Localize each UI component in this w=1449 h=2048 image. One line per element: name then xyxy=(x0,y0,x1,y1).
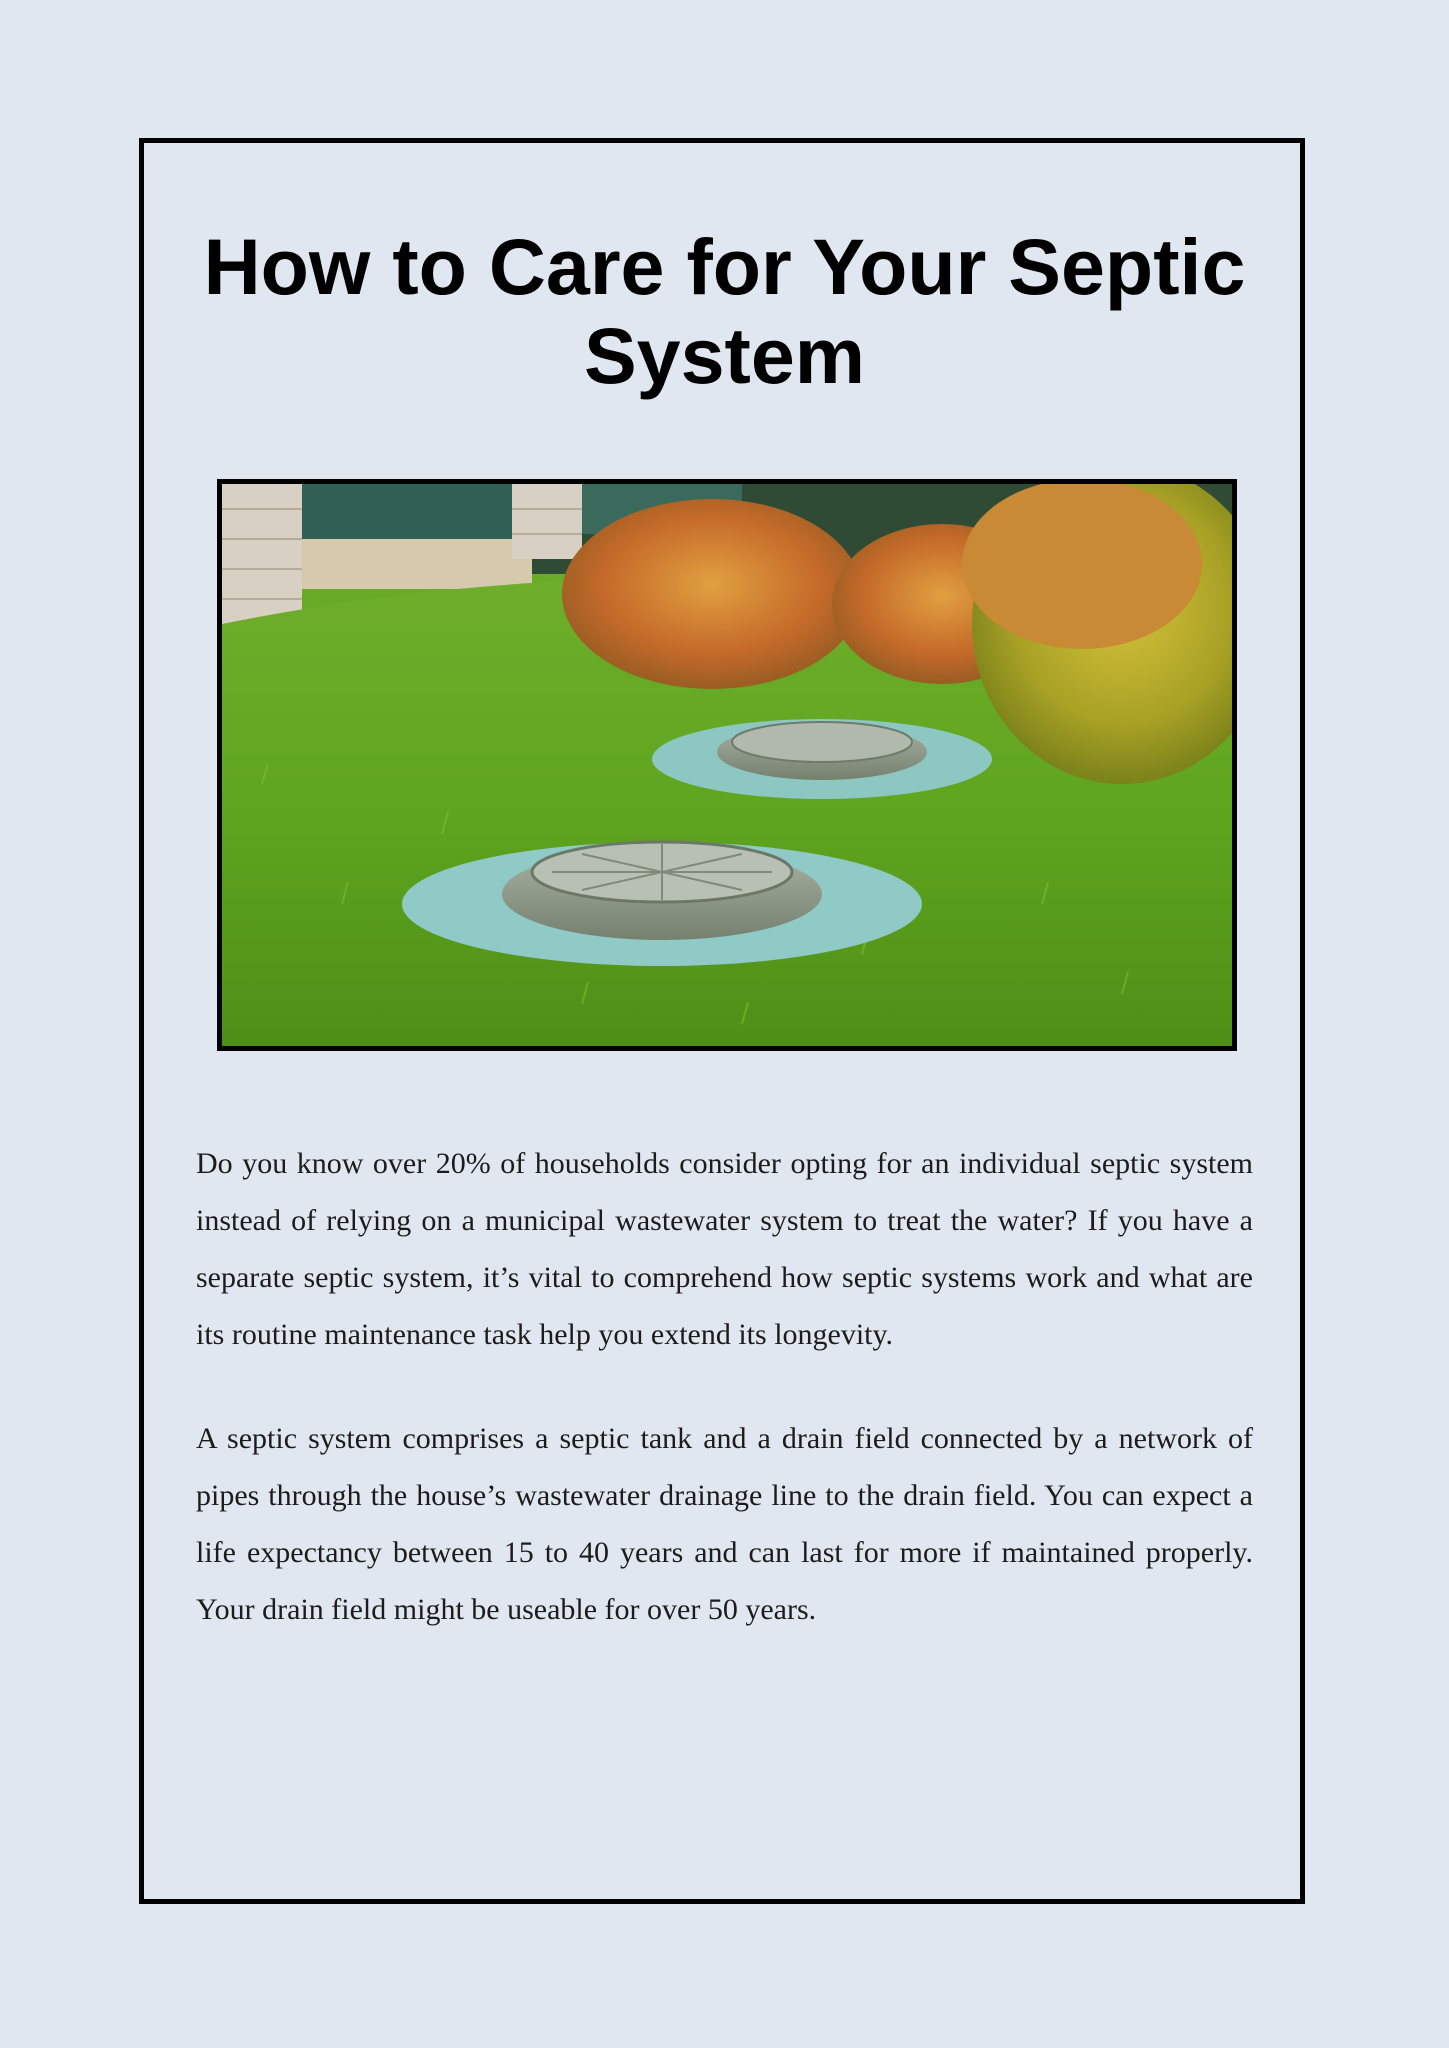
septic-lids-photo xyxy=(217,479,1237,1051)
system-description-paragraph: A septic system comprises a septic tank and a drain field connected by a network of pipes through the house’s wastewater drainage line to the drain field. You can expect a life expectancy between 15 to 40 years and can last for more if maintained properly. Your drain field might be useable for over 50 years. xyxy=(196,1422,1253,1626)
septic-lids-image xyxy=(222,484,1232,1046)
intro-paragraph: Do you know over 20% of households consider opting for an individual septic system instead of relying on a municipal wastewater system to treat the water? If you have a separate septic system, it’s vital to comprehend how septic systems work and what are its routine maintenance task help you extend its longevity. xyxy=(196,1147,1253,1351)
page-title: How to Care for Your Septic System xyxy=(203,222,1246,400)
